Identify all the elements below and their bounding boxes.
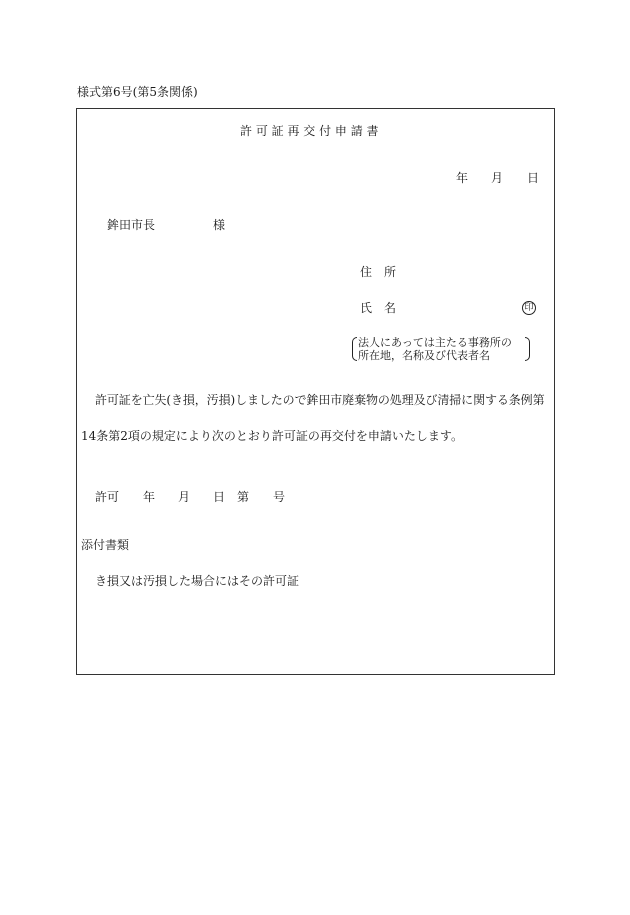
applicant-note-line2: 所在地，名称及び代表者名 <box>358 349 490 362</box>
applicant-note-line1: 法人にあっては主たる事務所の <box>358 336 512 349</box>
attachment-item: き損又は汚損した場合にはその許可証 <box>95 574 300 588</box>
note-bracket-right <box>525 337 530 361</box>
body-line-1: 許可証を亡失(き損，汚損)しましたので鉾田市廃棄物の処理及び清掃に関する条例第 <box>95 393 545 407</box>
name-label: 氏 名 <box>360 301 397 315</box>
permit-dai: 第 <box>237 490 250 504</box>
permit-year: 年 <box>143 490 156 504</box>
note-bracket-left <box>352 337 357 361</box>
date-day: 日 <box>527 171 540 185</box>
seal-mark: 印 <box>522 301 536 315</box>
form-number: 様式第6号(第5条関係) <box>77 85 198 99</box>
address-label: 住 所 <box>360 265 397 279</box>
body-line-2: 14条第2項の規定により次のとおり許可証の再交付を申請いたします。 <box>81 429 463 443</box>
permit-label: 許可 <box>95 490 120 504</box>
form-frame <box>76 108 555 675</box>
date-year: 年 <box>456 171 469 185</box>
permit-go: 号 <box>273 490 286 504</box>
form-title: 許 可 証 再 交 付 申 請 書 <box>240 124 379 138</box>
recipient-honorific: 様 <box>213 218 226 232</box>
recipient-name: 鉾田市長 <box>107 218 156 232</box>
attachments-heading: 添付書類 <box>81 538 130 552</box>
permit-day: 日 <box>213 490 226 504</box>
date-month: 月 <box>491 171 504 185</box>
permit-month: 月 <box>178 490 191 504</box>
